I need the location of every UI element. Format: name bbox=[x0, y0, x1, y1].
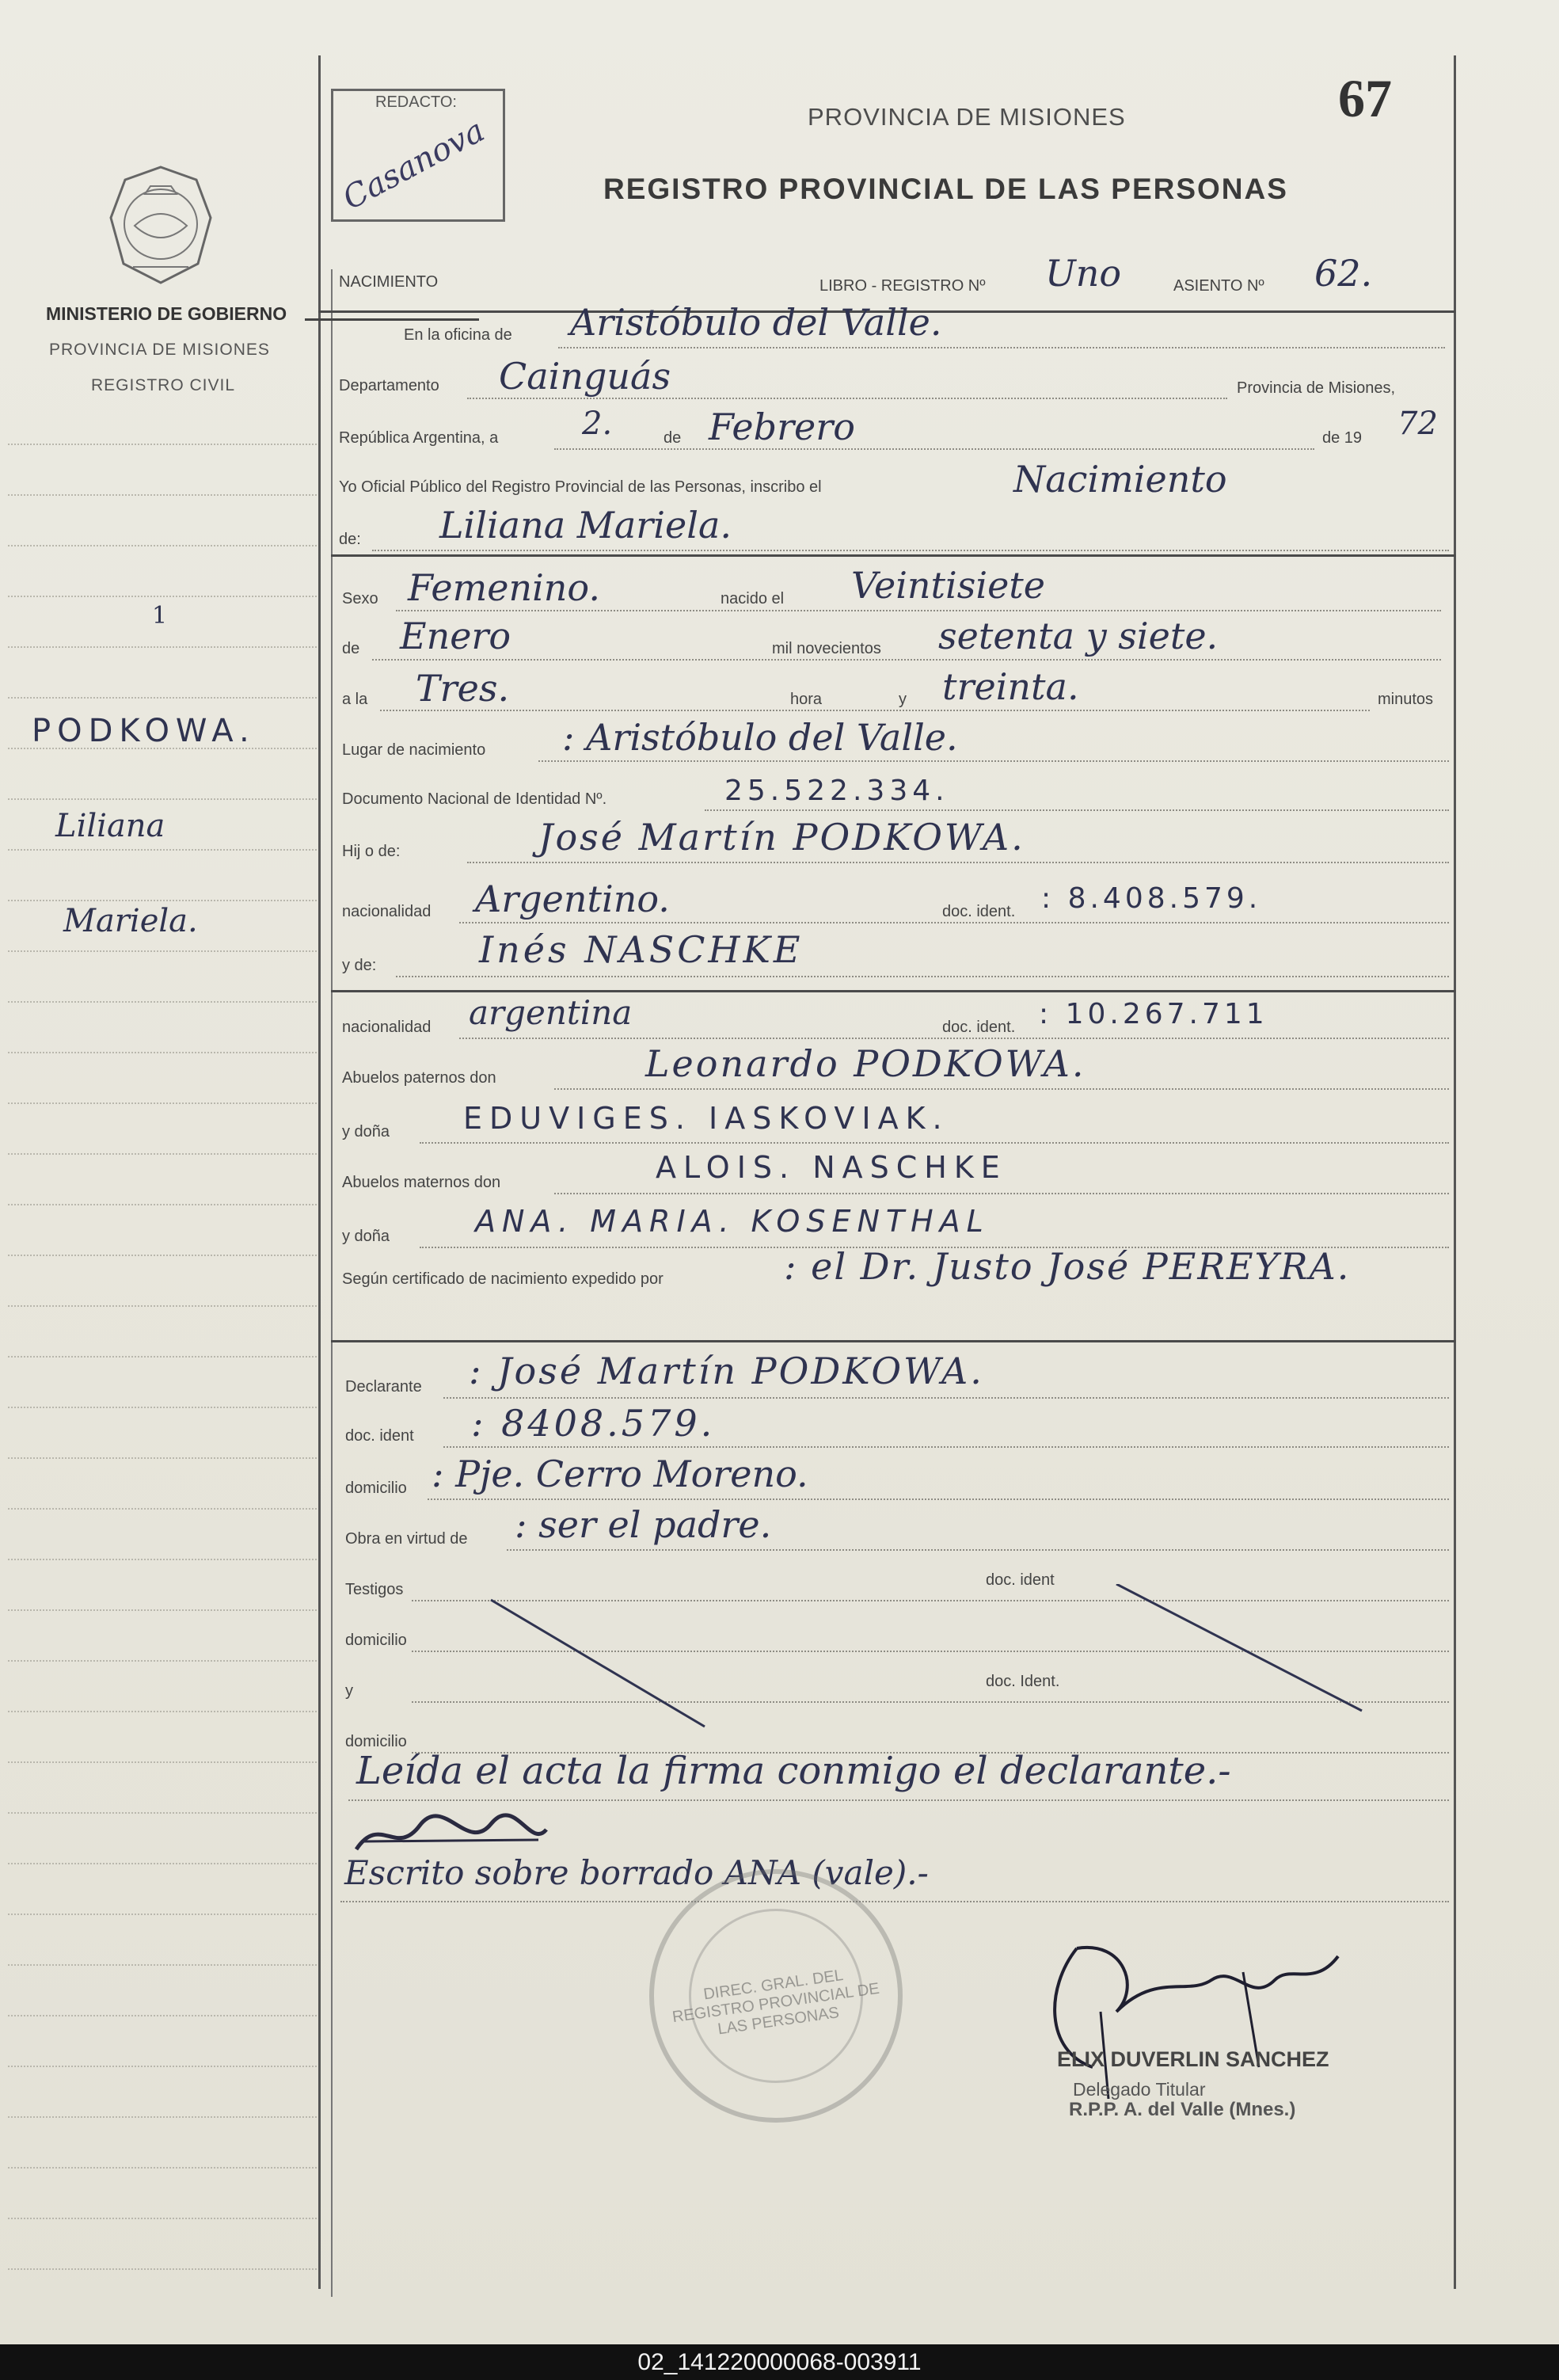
testigo-y-label: y bbox=[345, 1682, 353, 1700]
docident-2-label: doc. ident. bbox=[942, 1019, 1016, 1036]
margin-mark: 1 bbox=[152, 602, 168, 630]
obra-label: Obra en virtud de bbox=[345, 1530, 468, 1548]
left-frame-line bbox=[318, 55, 321, 2289]
margin-rule-line bbox=[8, 1457, 317, 1459]
margin-rule-line bbox=[8, 494, 317, 496]
margin-rule-line bbox=[8, 1559, 317, 1560]
margin-rule-line bbox=[8, 1863, 317, 1864]
margin-rule-line bbox=[8, 1508, 317, 1510]
dotted-line bbox=[459, 922, 1449, 923]
margin-rule-line bbox=[8, 2116, 317, 2118]
margin-rule-line bbox=[8, 1711, 317, 1712]
margin-rule-line bbox=[8, 2218, 317, 2219]
oficina-label: En la oficina de bbox=[404, 326, 512, 344]
minutes-value: treinta. bbox=[942, 665, 1079, 708]
abuela-materna-value: ANA. MARIA. KOSENTHAL bbox=[475, 1204, 990, 1239]
dotted-line bbox=[538, 760, 1449, 762]
dotted-line bbox=[554, 1088, 1449, 1090]
margin-rule-line bbox=[8, 950, 317, 952]
lugar-label: Lugar de nacimiento bbox=[342, 741, 486, 759]
section-rule-1 bbox=[331, 554, 1455, 557]
declarante-domicilio-value: : Pje. Cerro Moreno. bbox=[432, 1453, 808, 1495]
birth-year-value: setenta y siete. bbox=[938, 615, 1219, 657]
margin-rule-line bbox=[8, 1001, 317, 1003]
record-type-label: NACIMIENTO bbox=[339, 273, 439, 291]
dotted-line bbox=[420, 1142, 1449, 1144]
dotted-line bbox=[396, 976, 1449, 977]
dotted-line bbox=[340, 1901, 1449, 1902]
civil-registry-label: REGISTRO CIVIL bbox=[91, 376, 236, 394]
minutos-label: minutos bbox=[1378, 691, 1434, 708]
abuelo-materno-value: ALOIS. NASCHKE bbox=[656, 1150, 1007, 1185]
margin-rule-line bbox=[8, 697, 317, 699]
margin-rule-line bbox=[8, 1964, 317, 1966]
margin-rule-line bbox=[8, 1761, 317, 1763]
asiento-label: ASIENTO Nº bbox=[1173, 277, 1264, 295]
margin-rule-line bbox=[8, 646, 317, 648]
ydona-1-label: y doña bbox=[342, 1123, 390, 1140]
declarante-label: Declarante bbox=[345, 1378, 422, 1396]
margin-rule-line bbox=[8, 1153, 317, 1155]
dotted-line bbox=[443, 1446, 1449, 1448]
margin-name-1: Liliana bbox=[55, 808, 165, 844]
declarante-value: : José Martín PODKOWA. bbox=[469, 1350, 984, 1392]
abuela-paterna-value: EDUVIGES. IASKOVIAK. bbox=[463, 1101, 949, 1136]
margin-rule-line bbox=[8, 1812, 317, 1814]
witness-strike-lines bbox=[475, 1584, 1425, 1742]
ala-label: a la bbox=[342, 691, 368, 708]
redacto-signature: Casanova bbox=[337, 112, 491, 218]
official-role: Delegado Titular bbox=[1073, 2079, 1206, 2100]
de-name-label: de: bbox=[339, 531, 361, 548]
margin-rule-line bbox=[8, 1356, 317, 1358]
year-value: 72 bbox=[1397, 406, 1438, 442]
margin-rule-line bbox=[8, 2066, 317, 2067]
registry-heading: REGISTRO PROVINCIAL DE LAS PERSONAS bbox=[603, 173, 1288, 205]
departamento-label: Departamento bbox=[339, 377, 439, 394]
closing-note-1: Leída el acta la firma conmigo el declarante.- bbox=[356, 1749, 1231, 1793]
docident-1-value: : 8.408.579. bbox=[1041, 882, 1262, 915]
day-value: 2. bbox=[582, 406, 613, 442]
margin-rule-line bbox=[8, 545, 317, 546]
dotted-line bbox=[554, 1193, 1449, 1194]
dotted-line bbox=[443, 1397, 1449, 1399]
departamento-value: Cainguás bbox=[499, 355, 671, 398]
testigos-label: Testigos bbox=[345, 1581, 404, 1598]
abuelos-maternos-label: Abuelos maternos don bbox=[342, 1174, 501, 1191]
dotted-line bbox=[467, 862, 1449, 863]
de-label: de bbox=[664, 429, 682, 447]
margin-rule-line bbox=[8, 2268, 317, 2270]
dni-label: Documento Nacional de Identidad Nº. bbox=[342, 790, 607, 808]
docident-2-value: : 10.267.711 bbox=[1039, 998, 1268, 1030]
hora-label: hora bbox=[790, 691, 823, 708]
page-number: 67 bbox=[1338, 68, 1392, 128]
oficial-label: Yo Oficial Público del Registro Provincial de las Personas, inscribo el bbox=[339, 478, 822, 496]
dotted-line bbox=[428, 1498, 1449, 1500]
certificado-value: : el Dr. Justo José PEREYRA. bbox=[784, 1245, 1351, 1288]
nacido-label: nacido el bbox=[721, 590, 785, 607]
provincial-seal-icon bbox=[101, 162, 220, 289]
libro-value: Uno bbox=[1045, 252, 1122, 295]
margin-surname: PODKOWA. bbox=[32, 713, 256, 749]
margin-name-2: Mariela. bbox=[63, 903, 198, 939]
ministry-label: MINISTERIO DE GOBIERNO bbox=[46, 303, 287, 324]
month-value: Febrero bbox=[709, 406, 855, 448]
nacido-value: Veintisiete bbox=[851, 564, 1046, 607]
redacto-label: REDACTO: bbox=[372, 93, 460, 112]
margin-rule-line bbox=[8, 444, 317, 445]
abuelo-paterno-value: Leonardo PODKOWA. bbox=[645, 1042, 1086, 1085]
yde-label: y de: bbox=[342, 957, 377, 974]
oficial-value: Nacimiento bbox=[1013, 458, 1227, 501]
dotted-line bbox=[507, 1549, 1449, 1551]
margin-rule-line bbox=[8, 1204, 317, 1205]
margin-rule-line bbox=[8, 1914, 317, 1915]
province-heading: PROVINCIA DE MISIONES bbox=[808, 103, 1126, 131]
de2-label: de bbox=[342, 640, 360, 657]
section-rule-3 bbox=[331, 1340, 1455, 1342]
image-code: 02_141220000068-003911 bbox=[637, 2349, 922, 2375]
nacionalidad-1-value: Argentino. bbox=[475, 878, 670, 920]
certificado-label: Según certificado de nacimiento expedido por bbox=[342, 1270, 664, 1288]
father-value: José Martín PODKOWA. bbox=[538, 816, 1025, 859]
birth-month-value: Enero bbox=[400, 615, 511, 657]
declarante-docident-value: : 8408.579. bbox=[471, 1402, 716, 1445]
margin-rule-line bbox=[8, 2167, 317, 2169]
dotted-line bbox=[467, 398, 1227, 399]
testigo-1-domicilio-label: domicilio bbox=[345, 1632, 407, 1649]
y-label: y bbox=[899, 691, 907, 708]
libro-label: LIBRO - REGISTRO Nº bbox=[819, 277, 986, 295]
year-label: de 19 bbox=[1322, 429, 1363, 447]
republica-label: República Argentina, a bbox=[339, 429, 499, 447]
hijo-label: Hij o de: bbox=[342, 843, 401, 860]
provincia-label: Provincia de Misiones, bbox=[1237, 379, 1396, 397]
dni-value: 25.522.334. bbox=[724, 775, 949, 807]
ydona-2-label: y doña bbox=[342, 1228, 390, 1245]
margin-rule-line bbox=[8, 1102, 317, 1104]
official-signature bbox=[1029, 1917, 1362, 2107]
dotted-line bbox=[372, 550, 1449, 551]
testigo-2-docident-label: doc. Ident. bbox=[986, 1673, 1060, 1690]
margin-rule-line bbox=[8, 1407, 317, 1408]
nacionalidad-2-label: nacionalidad bbox=[342, 1019, 432, 1036]
right-frame-line bbox=[1454, 55, 1456, 2289]
inner-left-line bbox=[331, 269, 333, 2297]
section-rule-2 bbox=[331, 990, 1455, 992]
image-code-bar bbox=[0, 2344, 1559, 2380]
margin-rule-line bbox=[8, 596, 317, 597]
officer-initials-signature bbox=[348, 1810, 554, 1865]
registry-stamp-text: DIREC. GRAL. DEL REGISTRO PROVINCIAL DE LAS PERSONAS bbox=[671, 1966, 881, 2039]
dotted-line bbox=[380, 710, 1370, 711]
margin-rule-line bbox=[8, 2015, 317, 2016]
margin-rule-line bbox=[8, 798, 317, 800]
sexo-value: Femenino. bbox=[408, 566, 600, 609]
dotted-line bbox=[348, 1799, 1449, 1801]
margin-rule-line bbox=[8, 1609, 317, 1611]
nacionalidad-1-label: nacionalidad bbox=[342, 903, 432, 920]
dotted-line bbox=[396, 610, 1441, 611]
declarante-docident-label: doc. ident bbox=[345, 1427, 414, 1445]
hour-value: Tres. bbox=[416, 667, 510, 710]
asiento-value: 62. bbox=[1314, 252, 1373, 295]
left-province-label: PROVINCIA DE MISIONES bbox=[49, 341, 270, 359]
docident-1-label: doc. ident. bbox=[942, 903, 1016, 920]
closing-note-2: Escrito sobre borrado ANA (vale).- bbox=[344, 1853, 929, 1892]
sexo-label: Sexo bbox=[342, 590, 378, 607]
nacionalidad-2-value: argentina bbox=[469, 993, 633, 1032]
margin-rule-line bbox=[8, 849, 317, 851]
dotted-line bbox=[554, 448, 1314, 450]
mil-label: mil novecientos bbox=[772, 640, 881, 657]
abuelos-paternos-label: Abuelos paternos don bbox=[342, 1069, 496, 1087]
dotted-line bbox=[558, 347, 1445, 348]
registered-name-value: Liliana Mariela. bbox=[439, 504, 732, 546]
testigo-1-docident-label: doc. ident bbox=[986, 1571, 1055, 1589]
margin-rule-line bbox=[8, 1305, 317, 1307]
mother-value: Inés NASCHKE bbox=[479, 928, 804, 971]
margin-rule-line bbox=[8, 1255, 317, 1256]
margin-rule-line bbox=[8, 900, 317, 901]
margin-rule-line bbox=[8, 1660, 317, 1662]
margin-rule-line bbox=[8, 1052, 317, 1053]
lugar-value: : Aristóbulo del Valle. bbox=[562, 716, 958, 759]
obra-value: : ser el padre. bbox=[515, 1503, 772, 1546]
oficina-value: Aristóbulo del Valle. bbox=[570, 301, 942, 344]
dotted-line bbox=[372, 659, 1441, 661]
dotted-line bbox=[705, 809, 1449, 811]
official-name: ELIX DUVERLIN SANCHEZ bbox=[1057, 2047, 1329, 2071]
dotted-line bbox=[459, 1038, 1449, 1039]
testigo-2-domicilio-label: domicilio bbox=[345, 1733, 407, 1750]
declarante-domicilio-label: domicilio bbox=[345, 1479, 407, 1497]
official-place: R.P.P. A. del Valle (Mnes.) bbox=[1069, 2099, 1296, 2120]
ministry-underline bbox=[305, 318, 479, 321]
